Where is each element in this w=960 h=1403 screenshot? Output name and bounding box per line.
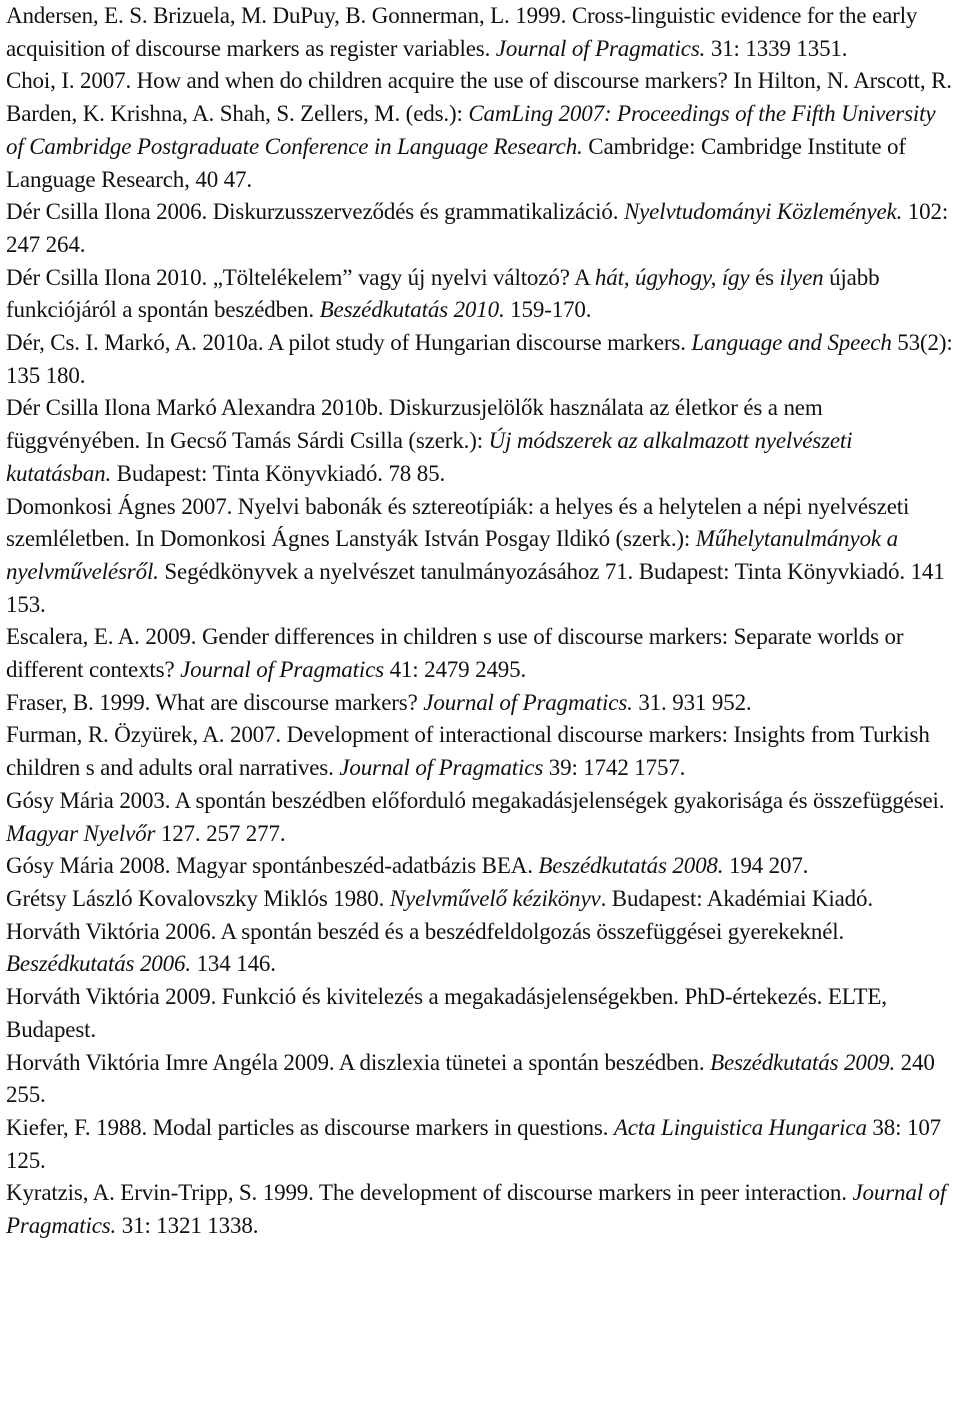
reference-text: 53(2): 135 180. — [6, 330, 953, 388]
reference-text: 39: 1742 1757. — [543, 755, 686, 781]
reference-text: Andersen, E. S. Brizuela, M. DuPuy, B. Gonnerman, L. 1999. Cross-linguistic evidence for the early acquisition of discourse markers as register variables. — [6, 3, 918, 61]
reference-text: Kyratzis, A. Ervin-Tripp, S. 1999. The development of discourse markers in peer interaction. — [6, 1180, 853, 1206]
reference-text: 31: 1339 1351. — [705, 35, 848, 61]
reference-italic-title: ilyen — [779, 264, 824, 290]
reference-text: . Budapest: Akadémiai Kiadó. — [600, 885, 873, 911]
reference-text: Escalera, E. A. 2009. Gender differences in children s use of discourse markers: Separate worlds or different contexts? — [6, 624, 904, 683]
reference-italic-title: Beszédkutatás 2006. — [6, 951, 191, 977]
reference-italic-title: hát, úgyhogy, így — [594, 264, 750, 290]
reference-entry — [6, 196, 956, 261]
reference-entry — [6, 491, 956, 622]
reference-italic-title: Beszédkutatás 2010. — [319, 297, 505, 323]
reference-italic-title: Nyelvművelő kézikönyv — [389, 885, 601, 911]
reference-italic-title: Magyar Nyelvőr — [6, 820, 156, 846]
reference-text: Domonkosi Ágnes 2007. Nyelvi babonák és sztereotípiák: a helyes és a helytelen a népi nyelvészeti szemléletben. In Domonkosi Ágnes Lanstyák István Posgay Ildikó (szerk.): — [6, 493, 910, 552]
reference-text: Choi, I. 2007. How and when do children acquire the use of discourse markers? In Hilton, N. Arscott, R. Barden, K. Krishna, A. Shah, S. Zellers, M. (eds.): — [6, 68, 952, 127]
reference-text: 31: 1321 1338. — [116, 1213, 259, 1239]
reference-text: és — [749, 264, 780, 290]
reference-italic-title: Journal of Pragmatics. — [495, 35, 706, 61]
reference-text: Horváth Viktória Imre Angéla 2009. A diszlexia tünetei a spontán beszédben. — [6, 1049, 711, 1075]
reference-entry — [6, 262, 956, 327]
reference-italic-title: Language and Speech — [691, 330, 892, 356]
reference-italic-title: Beszédkutatás 2008. — [538, 853, 724, 879]
reference-entry — [6, 621, 956, 686]
reference-italic-title: Acta Linguistica Hungarica — [613, 1114, 867, 1140]
reference-italic-title: Journal of Pragmatics. — [423, 689, 633, 715]
reference-entry — [6, 65, 956, 196]
reference-text: 159-170. — [504, 297, 592, 323]
reference-italic-title: Journal of Pragmatics. — [6, 1180, 947, 1239]
reference-text: 127. 257 277. — [155, 820, 286, 846]
reference-entry — [6, 1177, 956, 1242]
reference-text: Dér Csilla Ilona 2010. „Töltelékelem” vagy új nyelvi változó? A — [6, 264, 595, 290]
reference-text: 240 255. — [6, 1049, 935, 1108]
reference-italic-title: Journal of Pragmatics — [339, 755, 544, 781]
reference-text: Cambridge: Cambridge Institute of Language Research, 40 47. — [6, 133, 906, 192]
reference-text: Dér Csilla Ilona Markó Alexandra 2010b. Diskurzusjelölők használata az életkor és a nem függvényében. In Gecső Tamás Sárdi Csilla (szerk.): — [6, 395, 823, 454]
reference-italic-title: Journal of Pragmatics — [180, 657, 384, 683]
reference-text: 38: 107 125. — [6, 1114, 942, 1173]
reference-text: Furman, R. Özyürek, A. 2007. Development of interactional discourse markers: Insights from Turkish children s and adults oral narratives. — [6, 722, 930, 781]
reference-italic-title: Nyelvtudományi Közlemények. — [623, 199, 903, 225]
reference-text: Fraser, B. 1999. What are discourse markers? — [6, 689, 424, 715]
reference-entry — [6, 1112, 956, 1177]
reference-entry — [6, 916, 956, 981]
reference-text: 41: 2479 2495. — [383, 657, 527, 683]
reference-entry — [6, 850, 956, 883]
reference-text: Budapest: Tinta Könyvkiadó. 78 85. — [111, 460, 446, 486]
reference-italic-title: Új módszerek az alkalmazott nyelvészeti kutatásban. — [6, 428, 853, 486]
reference-text: 31. 931 952. — [632, 689, 752, 715]
reference-text: Grétsy László Kovalovszky Miklós 1980. — [6, 885, 390, 911]
reference-text: 134 146. — [190, 951, 276, 977]
reference-text: 102: 247 264. — [6, 199, 949, 257]
reference-entry — [6, 719, 956, 784]
reference-text: Segédkönyvek a nyelvészet tanulmányozásához 71. Budapest: Tinta Könyvkiadó. 141 153. — [6, 558, 945, 617]
reference-italic-title: Műhelytanulmányok a nyelvművelésről. — [6, 526, 898, 584]
reference-text: Gósy Mária 2003. A spontán beszédben előforduló megakadásjelenségek gyakorisága és összefüggései. — [6, 787, 945, 813]
reference-entry — [6, 327, 956, 392]
reference-text: 194 207. — [723, 853, 809, 879]
reference-text: Dér Csilla Ilona 2006. Diskurzusszerveződés és grammatikalizáció. — [6, 199, 624, 225]
reference-text: Kiefer, F. 1988. Modal particles as discourse markers in questions. — [6, 1114, 614, 1140]
reference-entry — [6, 392, 956, 490]
reference-italic-title: Beszédkutatás 2009. — [710, 1049, 896, 1075]
reference-entry — [6, 785, 956, 850]
reference-text: Gósy Mária 2008. Magyar spontánbeszéd-adatbázis BEA. — [6, 853, 539, 879]
reference-italic-title: CamLing 2007: Proceedings of the Fifth University of Cambridge Postgraduate Conference in Language Research. — [6, 101, 936, 159]
reference-entry — [6, 883, 956, 916]
reference-text: újabb funkciójáról a spontán beszédben. — [6, 264, 880, 323]
reference-entry — [6, 0, 956, 65]
reference-entry — [6, 981, 956, 1046]
reference-text: Horváth Viktória 2009. Funkció és kivitelezés a megakadásjelenségekben. PhD-értekezés. ELTE, Budapest. — [6, 984, 887, 1042]
reference-text: Horváth Viktória 2006. A spontán beszéd és a beszédfeldolgozás összefüggései gyerekeknél. — [6, 918, 845, 944]
reference-entry — [6, 687, 956, 720]
reference-entry — [6, 1047, 956, 1112]
reference-text: Dér, Cs. I. Markó, A. 2010a. A pilot study of Hungarian discourse markers. — [6, 330, 692, 356]
